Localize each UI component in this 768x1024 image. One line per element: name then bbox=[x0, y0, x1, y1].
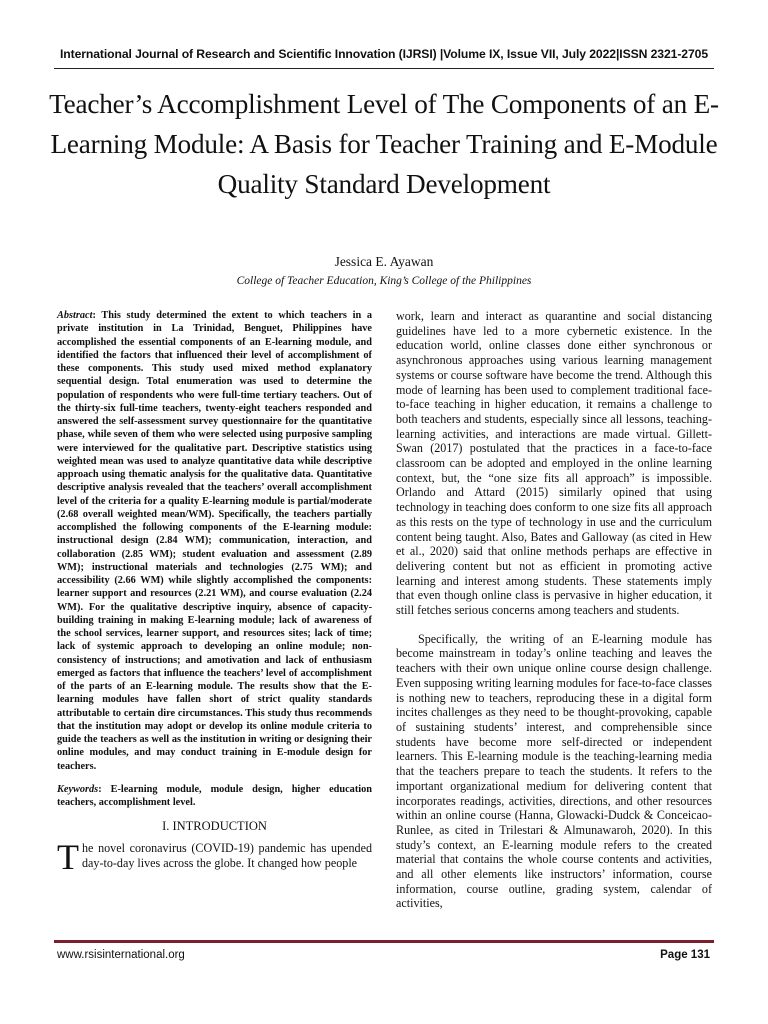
intro-paragraph-continued: work, learn and interact as quarantine and social distancing guidelines have led to a more cybernetic existence. In the education world, online classes done either synchronous or asynchronous approaches using various learning management systems or course software have become the trend. Although this mode of learning has been used to complement traditional face-to-face teaching in higher education, it remains a challenge to both teachers and students, especially since all lessons, teaching-learning activities, and interactions are made virtual. Gillett-Swan (2017) postulated that the practices in a face-to-face classroom can be adopted and employed in the online learning context, but, the “one size fits all approach” is impossible. Orlando and Attard (2015) similarly opined that using technology in teaching does conform to one size fits all approach as this rests on the type of technology in use and the curriculum content being taught. Also, Bates and Galloway (as cited in Hew et al., 2020) said that online methods perhaps are effective in delivering content but not as efficient in promoting active learning and interest among students. These statements imply that even though online class is pervasive in higher education, it still fetches serious concerns among teachers and students. bbox=[396, 309, 712, 618]
header-rule bbox=[54, 68, 714, 69]
abstract-label: Abstract bbox=[57, 310, 93, 321]
author-affiliation: College of Teacher Education, King’s College of the Philippines bbox=[236, 275, 532, 287]
right-column bbox=[396, 309, 712, 911]
paper-title: Teacher’s Accomplishment Level of The Components of an E-Learning Module: A Basis for Teacher Training and E-Module Quality Standard Development bbox=[49, 89, 719, 199]
keywords bbox=[57, 783, 372, 810]
author-name: Jessica E. Ayawan bbox=[334, 254, 434, 269]
journal-header: International Journal of Research and Scientific Innovation (IJRSI) |Volume IX, Issue VII, July 2022|ISSN 2321-2705 bbox=[59, 47, 708, 61]
footer-rule bbox=[54, 940, 714, 943]
intro-paragraph-2: Specifically, the writing of an E-learning module has become mainstream in today’s online teaching and leaves the teachers with their own unique online course design challenge. Even supposing writing learning modules for face-to-face classes is nothing new to teachers, reproducing these in a digital form incites challenges as they need to be thought-provoking, capable of sustaining students’ interest, and comprehensible since students have become more self-directed or independent learners. This E-learning module is the teaching-learning media that the teachers prepare to teach the students. It refers to the important organizational medium for delivering content that incorporates readings, activities, directions, and other resources within an online course (Hanna, Glowacki-Dudck & Conceicao-Runlee, as cited in Trilestari & Almunawaroh, 2020). In this study’s context, an E-learning module refers to the created material that contains the whole course contents and activities, and all other elements like instructors’ information, course information, course outline, grading system, calendar of activities, bbox=[396, 631, 713, 911]
keywords-label: Keywords bbox=[57, 783, 99, 795]
abstract bbox=[57, 309, 372, 773]
footer-website: www.rsisinternational.org bbox=[57, 949, 185, 961]
drop-cap: T bbox=[57, 837, 79, 878]
intro-text-start: he novel coronavirus (COVID-19) pandemic has upended day-to-day lives across the globe. It changed how people bbox=[82, 841, 372, 870]
keywords-text: : E-learning module, module design, higher education teachers, accomplishment level. bbox=[57, 783, 372, 808]
intro-paragraph-start bbox=[57, 837, 372, 878]
left-column bbox=[57, 309, 372, 878]
page-number: Page 131 bbox=[660, 949, 710, 961]
section-heading-introduction: I. INTRODUCTION bbox=[162, 819, 267, 834]
abstract-text: : This study determined the extent to which teachers in a private institution in La Trinidad, Benguet, Philippines have accomplished the essential components of an E-learning module, and identified the factors that influenced their level of accomplishment of these components. This study used mixed method explanatory sequential design. Total enumeration was used to determine the population of respondents who were full-time tertiary teachers. Out of the thirty-six full-time teachers, twenty-eight teachers responded and answered the self-assessment survey questionnaire for the quantitative phase, while seven of them who were selected using purposive sampling were interviewed for the qualitative part. Descriptive statistics using weighted mean was used to analyze quantitative data while descriptive approach using thematic analysis for the qualitative data. Quantitative descriptive analysis revealed that the teachers’ overall accomplishment level of the criteria for a quality E-learning module is partial/moderate (2.68 overall weighted mean/WM). Specifically, the teachers partially accomplished the following components of the E-learning module: instructional design (2.84 WM); communication, interaction, and collaboration (2.85 WM); student evaluation and assessment (2.89 WM); instructional materials and technologies (2.75 WM); and accessibility (2.66 WM) while slightly accomplished the components: learner support and resources (2.21 WM), and course evaluation (2.24 WM). For the qualitative descriptive inquiry, absence of capacity-building training in making E-learning module; lack of awareness of the school services, learner support, and resources sites; lack of time; lack of systemic approach to developing an online module; non-consistency of instructions; and amotivation and lack of enthusiasm emerged as factors that influence the teachers’ level of accomplishment of the parts of an E-learning module. The results show that the E-learning modules have fallen short of strict quality standards attributable to certain dire circumstances. This study thus recommends that the institution may adopt or develop its online module criteria to guide the teachers as well as the institution in writing or designing their online modules, and may conduct training in E-module design for teachers. bbox=[57, 310, 372, 772]
